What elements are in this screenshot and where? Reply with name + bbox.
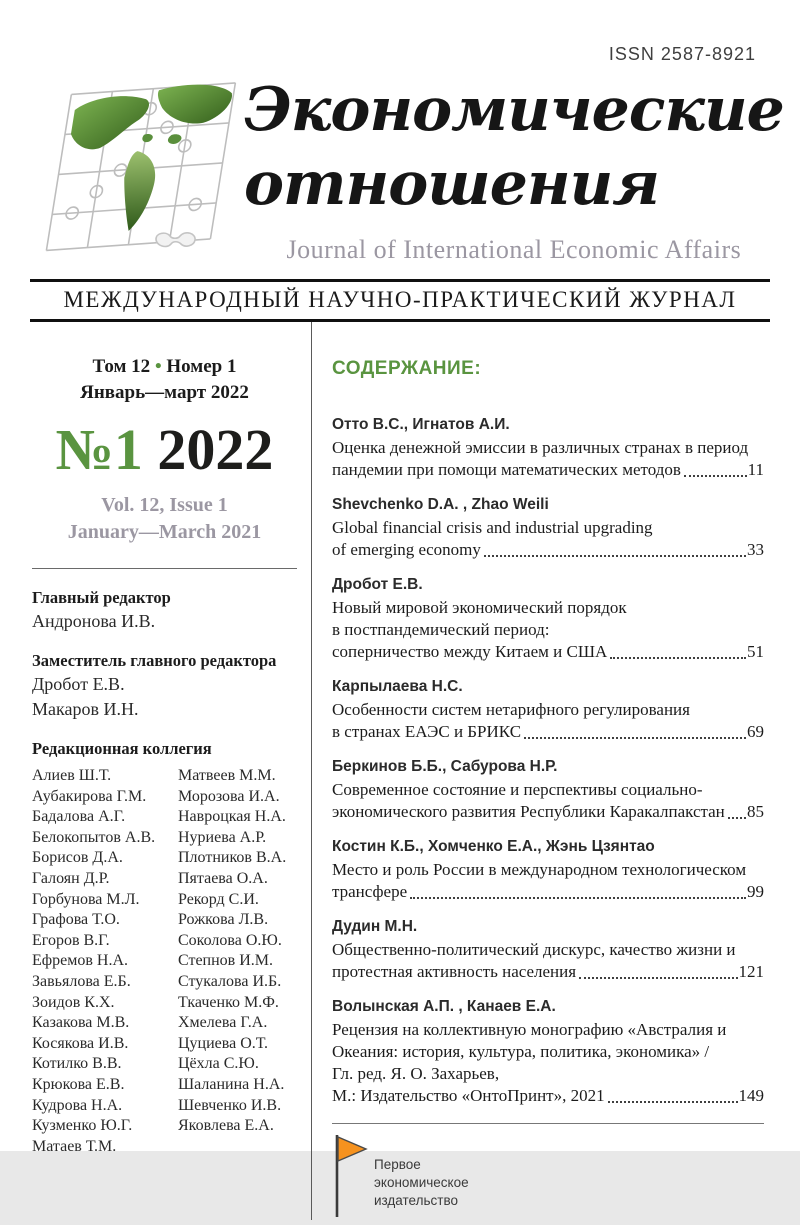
issue-volume-ru: Том 12 <box>92 356 151 377</box>
editorial-board <box>32 766 297 1157</box>
issue-big-no: №1 <box>55 417 143 482</box>
board-member-name: Алиев Ш.Т. <box>32 767 112 784</box>
toc-entry-title-end: of emerging economy <box>332 540 481 559</box>
dot-leader <box>579 977 737 979</box>
toc-entry <box>332 996 764 1107</box>
toc-entry-authors: Волынская А.П. , Канаев Е.А. <box>332 998 556 1015</box>
publisher-block <box>332 1132 764 1220</box>
toc-entry-title-end: трансфере <box>332 882 408 901</box>
toc-entry-last-line <box>332 721 764 743</box>
board-member-name: Степнов И.М. <box>178 952 274 970</box>
board-member-name: Шевченко И.В. <box>178 1096 282 1114</box>
board-member-name: Казакова М.В. <box>32 1014 130 1032</box>
toc-entry-title-end: экономического развития Республики Каракалпакстан <box>332 802 725 821</box>
board-member-name: Шаланина Н.А. <box>178 1075 285 1093</box>
toc-entry-authors: Дудин М.Н. <box>332 918 418 935</box>
publisher-name-line3: издательство <box>374 1193 458 1208</box>
journal-subtitle: Journal of International Economic Affairs <box>286 235 742 264</box>
toc-entry-last-line <box>332 801 764 823</box>
toc-entry-page: 33 <box>747 540 764 559</box>
board-member-name: Морозова И.А. <box>178 787 280 805</box>
journal-title-line2: отношения <box>244 149 660 219</box>
toc-entry-title-line: Оценка денежной эмиссии в различных странах в период <box>332 438 749 457</box>
issn-number: ISSN 2587-8921 <box>608 44 756 64</box>
chief-editor-name: Андронова И.В. <box>32 611 156 631</box>
toc-entry-authors: Беркинов Б.Б., Сабурова Н.Р. <box>332 758 558 775</box>
board-member-name: Цуциева О.Т. <box>178 1034 268 1052</box>
dot-leader <box>608 1101 738 1103</box>
toc-entry-last-line <box>332 1085 764 1107</box>
main-columns <box>30 322 770 1220</box>
board-member-name: Ефремов Н.А. <box>32 952 129 970</box>
board-member-name: Матаев Т.М. <box>32 1137 117 1155</box>
issue-number-ru: Номер 1 <box>166 356 237 377</box>
world-puzzle-logo-icon <box>38 79 230 267</box>
toc-entry-last-line <box>332 961 764 983</box>
toc-entry-title-end: М.: Издательство «ОнтоПринт», 2021 <box>332 1086 605 1105</box>
editorial-board-col2 <box>178 766 297 1157</box>
issue-sidebar <box>30 322 312 1220</box>
board-member-name: Котилко В.В. <box>32 1055 122 1073</box>
left-column-divider <box>32 568 297 569</box>
toc-entry-page: 85 <box>747 802 764 821</box>
toc-entry-authors: Shevchenko D.A. , Zhao Weili <box>332 496 549 513</box>
toc-entry-page: 149 <box>738 1086 764 1105</box>
toc-entry <box>332 676 764 743</box>
toc-entry-title-line: Особенности систем нетарифного регулирования <box>332 700 690 719</box>
title-block <box>230 73 784 267</box>
board-member-name: Рожкова Л.В. <box>178 911 269 929</box>
journal-type-band: МЕЖДУНАРОДНЫЙ НАУЧНО-ПРАКТИЧЕСКИЙ ЖУРНАЛ <box>30 279 770 322</box>
board-member-name: Хмелева Г.А. <box>178 1014 268 1032</box>
toc-bottom-divider <box>332 1123 764 1124</box>
board-member-name: Рекорд С.И. <box>178 890 259 908</box>
toc-entry-page: 11 <box>747 460 764 479</box>
board-member-name: Навроцкая Н.А. <box>178 808 286 826</box>
issue-volume-en: Vol. 12, Issue 1 <box>101 494 228 516</box>
dot-leader <box>524 737 746 739</box>
toc-entry-title-end: соперничество между Китаем и США <box>332 642 608 661</box>
board-member-name: Кузменко Ю.Г. <box>32 1117 133 1135</box>
toc-entry-title-end: пандемии при помощи математических методов <box>332 460 681 479</box>
deputy-editor-name: Макаров И.Н. <box>32 699 139 719</box>
board-member-name: Бадалова А.Г. <box>32 808 126 826</box>
toc-entry-title-line: Место и роль России в международном технологическом <box>332 860 747 879</box>
dot-leader <box>610 657 746 659</box>
toc-entry <box>332 756 764 823</box>
issue-info-en <box>32 492 297 546</box>
board-member-name: Галоян Д.Р. <box>32 869 110 887</box>
toc-entry-last-line <box>332 881 764 903</box>
issue-big-year: 2022 <box>142 417 274 482</box>
toc-entry-title-end: в странах ЕАЭС и БРИКС <box>332 722 522 741</box>
toc-entry-title-line: в постпандемический период: <box>332 620 550 639</box>
chief-editor-label: Главный редактор <box>32 588 171 607</box>
publisher-name <box>374 1156 469 1220</box>
board-member-name: Крюкова Е.В. <box>32 1075 125 1093</box>
publisher-name-line1: Первое <box>374 1157 421 1172</box>
board-member-name: Завьялова Е.Б. <box>32 972 131 990</box>
toc-entry-last-line <box>332 539 764 561</box>
deputy-editor-name: Дробот Е.В. <box>32 674 125 694</box>
deputy-editor-label: Заместитель главного редактора <box>32 651 277 670</box>
toc-entry-title-line: Новый мировой экономический порядок <box>332 598 627 617</box>
board-member-name: Соколова О.Ю. <box>178 931 282 949</box>
toc-entry-page: 69 <box>747 722 764 741</box>
publisher-name-line2: экономическое <box>374 1175 469 1190</box>
issue-period-en: January—March 2021 <box>67 521 262 543</box>
toc-heading: СОДЕРЖАНИЕ: <box>332 358 482 379</box>
toc-entry <box>332 916 764 983</box>
toc-list <box>332 414 764 1107</box>
toc-entry-title-line: Рецензия на коллективную монографию «Австралия и <box>332 1020 727 1039</box>
board-member-name: Цёхла С.Ю. <box>178 1055 259 1073</box>
masthead <box>0 65 800 267</box>
toc-entry-title-line: Общественно-политический дискурс, качество жизни и <box>332 940 736 959</box>
board-member-name: Кудрова Н.А. <box>32 1096 123 1114</box>
publisher-flag-icon <box>332 1132 368 1220</box>
dot-leader <box>728 817 746 819</box>
toc-entry-page: 121 <box>738 962 764 981</box>
table-of-contents <box>312 322 770 1220</box>
toc-entry <box>332 836 764 903</box>
toc-entry-authors: Отто В.С., Игнатов А.И. <box>332 416 510 433</box>
journal-title <box>244 73 784 221</box>
toc-entry-last-line <box>332 641 764 663</box>
toc-entry-last-line <box>332 459 764 481</box>
board-member-name: Борисов Д.А. <box>32 849 123 867</box>
board-member-name: Плотников В.А. <box>178 849 287 867</box>
toc-entry-title-end: протестная активность населения <box>332 962 577 981</box>
toc-entry-authors: Костин К.Б., Хомченко Е.А., Жэнь Цзянтао <box>332 838 655 855</box>
toc-entry-title-line: Гл. ред. Я. О. Захарьев, <box>332 1064 500 1083</box>
board-member-name: Зоидов К.Х. <box>32 993 115 1011</box>
board-member-name: Графова Т.О. <box>32 911 120 929</box>
board-member-name: Аубакирова Г.М. <box>32 787 147 805</box>
issue-volume-line <box>32 354 297 406</box>
dot-leader <box>410 897 746 899</box>
board-member-name: Пятаева О.А. <box>178 869 268 887</box>
board-member-name: Косякова И.В. <box>32 1034 129 1052</box>
toc-entry-title-line: Global financial crisis and industrial upgrading <box>332 518 653 537</box>
dot-leader <box>684 475 747 477</box>
issue-period-ru: Январь—март 2022 <box>80 382 249 403</box>
toc-entry-page: 99 <box>747 882 764 901</box>
toc-entry <box>332 574 764 663</box>
journal-title-line1: Экономические <box>244 75 784 145</box>
board-member-name: Ткаченко М.Ф. <box>178 993 279 1011</box>
bullet-separator: • <box>154 356 162 377</box>
deputy-editor-names <box>32 672 297 722</box>
board-member-name: Горбунова М.Л. <box>32 890 140 908</box>
board-member-name: Белокопытов А.В. <box>32 828 156 846</box>
toc-entry-title-line: Современное состояние и перспективы социально- <box>332 780 703 799</box>
board-member-name: Нуриева А.Р. <box>178 828 267 846</box>
editorial-board-col1 <box>32 766 178 1157</box>
editorial-board-label: Редакционная коллегия <box>32 739 212 758</box>
dot-leader <box>484 555 746 557</box>
board-member-name: Матвеев М.М. <box>178 767 276 784</box>
toc-entry <box>332 414 764 481</box>
toc-entry-page: 51 <box>747 642 764 661</box>
toc-entry-authors: Карпылаева Н.С. <box>332 678 463 695</box>
toc-entry-title-line: Океания: история, культура, политика, экономика» / <box>332 1042 710 1061</box>
toc-entry <box>332 494 764 561</box>
board-member-name: Егоров В.Г. <box>32 931 110 949</box>
board-member-name: Стукалова И.Б. <box>178 972 282 990</box>
board-member-name: Яковлева Е.А. <box>178 1117 274 1135</box>
issue-big-number <box>32 417 297 482</box>
toc-entry-authors: Дробот Е.В. <box>332 576 423 593</box>
